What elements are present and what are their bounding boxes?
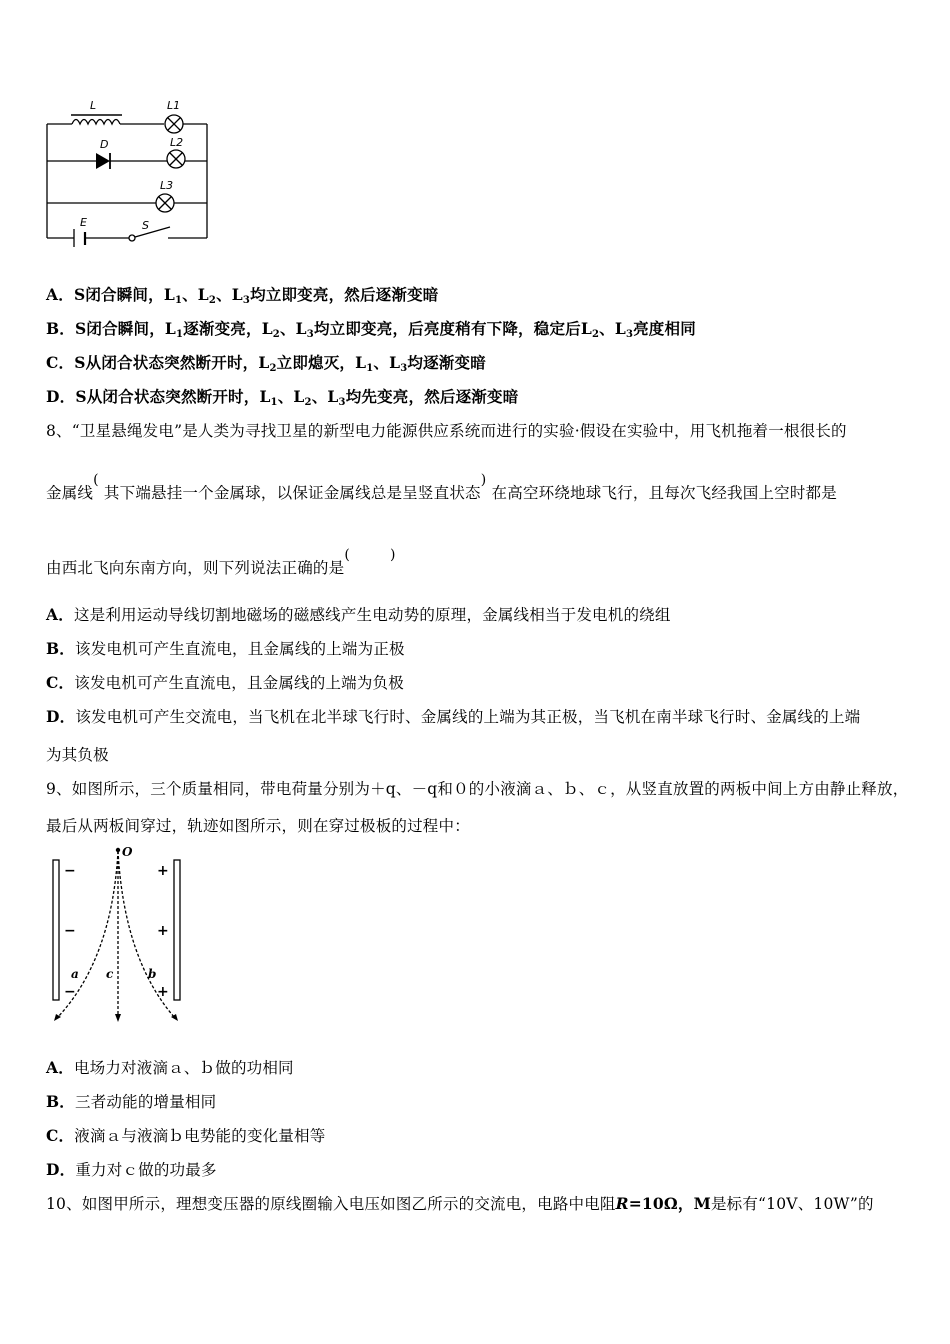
subscript: 2 (304, 397, 312, 408)
text-segment: 亮度相同 (633, 319, 696, 338)
minus-sign: − (64, 984, 76, 1000)
text-segment: 均立即变亮，后亮度稍有下降，稳定后L (313, 319, 592, 338)
q9-option-b: B．三者动能的增量相同 (46, 1092, 217, 1111)
q9-stem-line2: 最后从两板间穿过，轨迹如图所示，则在穿过极板的过程中： (46, 817, 470, 835)
text-segment: 、L (182, 285, 209, 304)
text-segment: 、L (279, 319, 307, 338)
subscript: 1 (366, 363, 374, 374)
diode-icon (96, 153, 110, 169)
label-lamp1: L1 (167, 99, 181, 112)
minus-sign: − (64, 863, 76, 879)
text-segment: 、L (216, 285, 243, 304)
label-inductor: L (90, 99, 97, 112)
subscript: 1 (176, 329, 184, 340)
subscript: 3 (306, 329, 314, 340)
subscript: 3 (242, 295, 251, 306)
label-battery: E (80, 216, 87, 229)
q9-option-a: A．电场力对液滴ａ、ｂ做的功相同 (46, 1058, 294, 1077)
q9-option-c: C．液滴ａ与液滴ｂ电势能的变化量相等 (46, 1126, 326, 1145)
plus-sign: + (157, 984, 169, 1000)
text-segment: 立即熄灭，L (276, 353, 367, 372)
text-segment: 、L (599, 319, 626, 338)
subscript: 1 (270, 397, 278, 408)
text-segment: S从闭合状态突然断开时，L (74, 353, 270, 372)
subscript: 2 (269, 363, 277, 374)
q7-option-d: D．S从闭合状态突然断开时，$L_1$、$L_2$、$L_3$均先变亮，然后逐渐变暗 (46, 387, 519, 408)
text-segment: 逐渐变亮，L (183, 319, 273, 338)
q9-option-d: D．重力对ｃ做的功最多 (46, 1160, 217, 1179)
q8-option-a: A．这是利用运动导线切割地磁场的磁感线产生电动势的原理，金属线相当于发电机的绕组 (46, 605, 671, 624)
label-b: b (148, 967, 157, 981)
text-segment: S闭合瞬间，L (73, 285, 175, 304)
text-segment: S闭合瞬间，L (75, 319, 177, 338)
subscript: 3 (338, 397, 346, 408)
q8-option-d-cont: 为其负极 (46, 746, 109, 764)
plates-trajectory-diagram (40, 840, 200, 1030)
q10-stem-line1: 10、如图甲所示，理想变压器的原线圈输入电压如图乙所示的交流电，电路中电阻R=10Ω，M是标有“10V、10W”的 (46, 1194, 874, 1213)
q8-stem-line3: 由西北飞向东南方向，则下列说法正确的是( ) (46, 547, 396, 577)
label-lamp2: L2 (170, 136, 184, 149)
q8-stem-line2: 金属线( 其下端悬挂一个金属球，以保证金属线总是呈竖直状态) 在高空环绕地球飞行，且每次飞经我国上空时都是 (46, 472, 837, 502)
label-lamp3: L3 (160, 179, 174, 192)
text-segment: S从闭合状态突然断开时，L (75, 387, 271, 406)
subscript: 2 (208, 295, 217, 306)
q7-option-c: C．S从闭合状态突然断开时，$L_2$立即熄灭，$L_1$、$L_3$均逐渐变暗 (46, 353, 486, 374)
plus-sign: + (157, 863, 169, 879)
text-segment: 、L (277, 387, 305, 406)
text-segment: 、L (311, 387, 339, 406)
plus-sign: + (157, 923, 169, 939)
subscript: 1 (174, 295, 183, 306)
subscript: 3 (625, 329, 634, 340)
text-segment: 均先变亮，然后逐渐变暗 (345, 387, 519, 406)
label-diode: D (100, 138, 109, 151)
q8-option-d: D．该发电机可产生交流电，当飞机在北半球飞行时、金属线的上端为其正极，当飞机在南半球飞行时、金属线的上端 (46, 707, 861, 726)
minus-sign: − (64, 923, 76, 939)
subscript: 2 (591, 329, 600, 340)
label-a: a (71, 967, 79, 981)
text-segment: 、L (373, 353, 401, 372)
q9-stem-line1: 9、如图所示，三个质量相同，带电荷量分别为＋q、－q和０的小液滴ａ、ｂ、ｃ，从竖直放置的两板中间上方由静止释放， (46, 780, 909, 798)
q8-stem-line1: 8、“卫星悬绳发电”是人类为寻找卫星的新型电力能源供应系统而进行的实验·假设在实验中，用飞机拖着一根很长的 (46, 422, 847, 440)
circuit-diagram (40, 90, 220, 250)
q7-option-a: A．S闭合瞬间，$L_1$、$L_2$、$L_3$均立即变亮，然后逐渐变暗 (46, 285, 439, 306)
label-switch: S (142, 219, 149, 232)
subscript: 2 (272, 329, 280, 340)
label-origin: O (122, 845, 133, 859)
q8-option-b: B．该发电机可产生直流电，且金属线的上端为正极 (46, 639, 405, 658)
label-c: c (106, 967, 114, 981)
text-segment: 均逐渐变暗 (407, 353, 486, 372)
subscript: 3 (400, 363, 408, 374)
q7-option-b: B．S闭合瞬间，$L_1$逐渐变亮，$L_2$、$L_3$均立即变亮，后亮度稍有下降，稳定后$L_2$、$L_3$亮度相同 (46, 319, 696, 340)
text-segment: 均立即变亮，然后逐渐变暗 (250, 285, 439, 304)
q8-option-c: C．该发电机可产生直流电，且金属线的上端为负极 (46, 673, 404, 692)
